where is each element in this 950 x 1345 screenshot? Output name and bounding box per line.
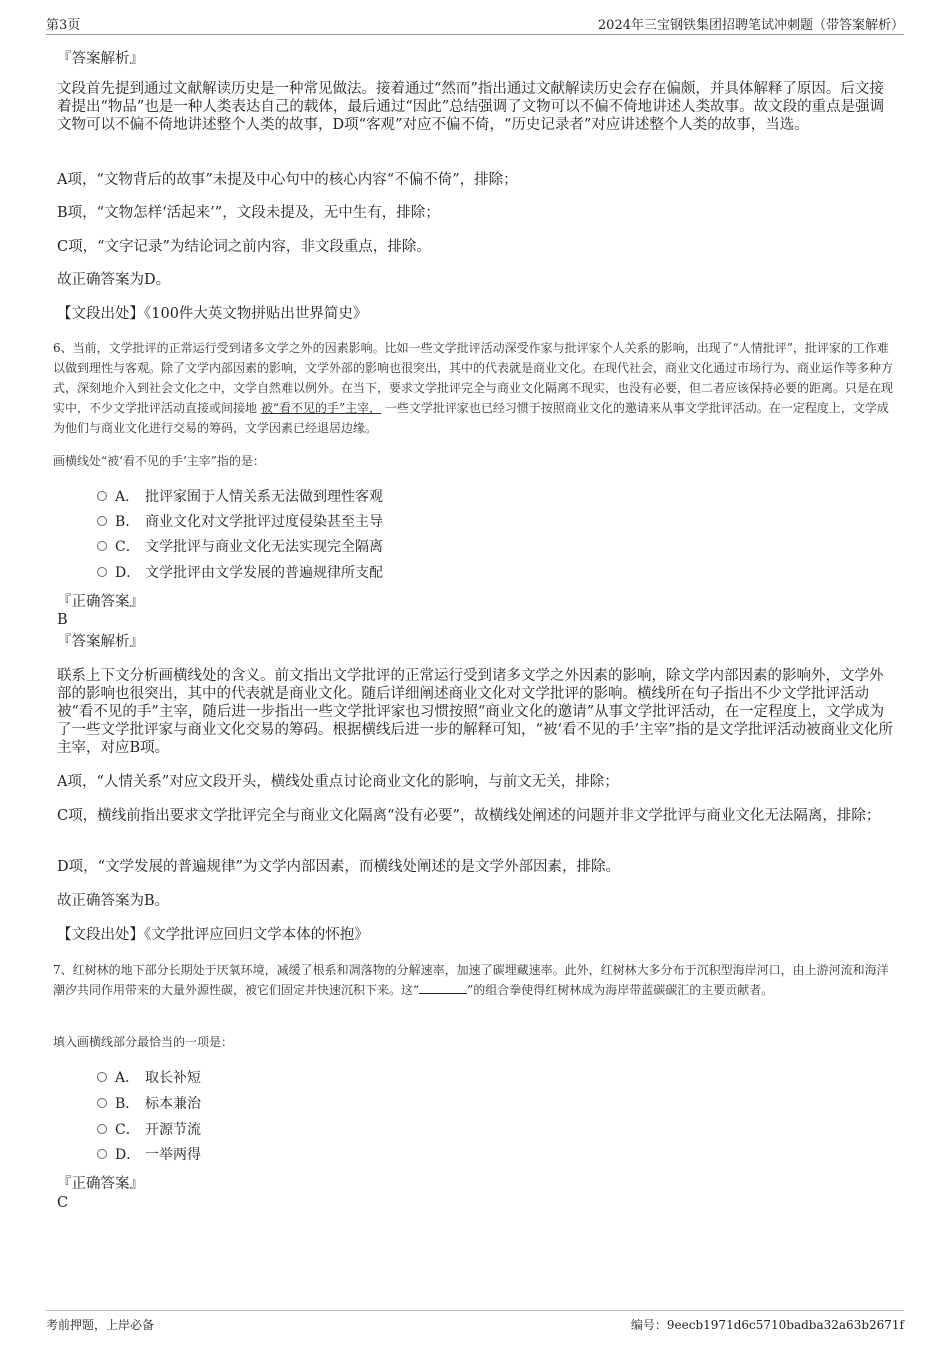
radio-icon[interactable] [97,516,107,526]
q7-option-b[interactable]: B． 标本兼治 [97,1094,201,1114]
q5-source: 【文段出处】《100件大英文物拼贴出世界简史》 [57,306,368,322]
q6-note-a: A项，“人情关系”对应文段开头，横线处重点讨论商业文化的影响，与前文无关，排除； [57,774,619,790]
q6-underlined-phrase: 被“看不见的手”主宰， [260,401,382,415]
q6-note-c: C项，横线前指出要求文学批评完全与商业文化隔离“没有必要”，故横线处阐述的问题并非文学批评与商业文化无法隔离，排除； [57,808,881,824]
q6-option-d[interactable]: D． 文学批评由文学发展的普遍规律所支配 [97,563,383,583]
q6-analysis-heading: 『答案解析』 [57,634,144,650]
q6-answer-heading: 『正确答案』 [57,594,144,610]
document-id: 编号：9eecb1971d6c5710badba32a63b2671f [630,1318,904,1332]
q6-prompt: 画横线处“被‘看不见的手’主宰”指的是： [53,454,265,468]
q6-option-a[interactable]: A． 批评家囿于人情关系无法做到理性客观 [97,487,383,507]
q7-answer-heading: 『正确答案』 [57,1176,144,1192]
q5-note-a: A项，“文物背后的故事”未提及中心句中的核心内容“不偏不倚”，排除； [57,172,518,188]
q6-answer: B [57,612,68,628]
radio-icon[interactable] [97,491,107,501]
radio-icon[interactable] [97,541,107,551]
q6-note-d: D项，“文学发展的普遍规律”为文学内部因素，而横线处阐述的是文学外部因素，排除。 [57,859,620,875]
q5-conclusion: 故正确答案为D。 [57,272,171,288]
q6-analysis-text: 联系上下文分析画横线处的含义。前文指出文学批评的正常运行受到诸多文学之外因素的影响，除文学内部因素的影响外，文学外部的影响也很突出，其中的代表就是商业文化。随后详细阐述商业文化对文学批评的影响。横线所在句子指出不少文学批评活动被“看不见的手”主宰，随后进一步指出一些文学批评家也习惯按照“商业文化的邀请”从事文学批评活动，在一定程度上，文学成为了一些文学批评家与商业文化交易的筹码。根据横线后进一步的解释可知，“被‘看不见的手’主宰”指的是文学批评活动被商业文化所主宰，对应B项。 [57,668,894,756]
q7-option-c[interactable]: C． 开源节流 [97,1120,201,1140]
radio-icon[interactable] [97,1124,107,1134]
q6-stem: 6、当前，文学批评的正常运行受到诸多文学之外的因素影响。比如一些文学批评活动深受作家与批评家个人关系的影响，出现了“人情批评”，批评家的工作难以做到理性与客观。除了文学内部因素的影响，文学外部的影响也很突出，其中的代表就是商业文化。在现代社会，商业文化通过市场行为、商业运作等多种方式，深刻地介入到社会文化之中，文学自然难以例外。在当下，要求文学批评完全与商业文化隔离不现实，也没有必要，但二者应该保持必要的距离。只是在现实中，不少文学批评活动直接或间接地 被“看不见的手”主宰， 一些文学批评家也已经习惯于按照商业文化的邀请来从事文学批评活动。在一定程度上，文学成为他们与商业文化进行交易的筹码，文学因素已经退居边缘。 [53,341,894,435]
q6-source: 【文段出处】《文学批评应回归文学本体的怀抱》 [57,927,369,943]
q5-note-b: B项，“文物怎样‘活起来’”，文段未提及，无中生有，排除； [57,205,440,221]
q5-analysis-text: 文段首先提到通过文献解读历史是一种常见做法。接着通过“然而”指出通过文献解读历史会存在偏颇，并具体解释了原因。后文接着提出“物品”也是一种人类表达自己的载体，最后通过“因此”总结强调了文物可以不偏不倚地讲述人类故事。故文段的重点是强调文物可以不偏不倚地讲述整个人类的故事，D项“客观”对应不偏不倚，“历史记录者”对应讲述整个人类的故事，当选。 [57,81,885,133]
page-number: 第3页 [46,18,81,33]
radio-icon[interactable] [97,1098,107,1108]
page-footer [46,1310,904,1335]
footer-slogan: 考前押题，上岸必备 [46,1318,155,1332]
q6-option-b[interactable]: B． 商业文化对文学批评过度侵染甚至主导 [97,512,383,532]
q7-prompt: 填入画横线部分最恰当的一项是： [53,1035,234,1049]
radio-icon[interactable] [97,567,107,577]
q7-stem: 7、红树林的地下部分长期处于厌氧环境，减缓了根系和凋落物的分解速率，加速了碳埋藏速率。此外，红树林大多分布于沉积型海岸河口，由上游河流和海洋潮汐共同作用带来的大量外源性碳，被它们固定并快速沉积下来。这“ ”的组合拳使得红树林成为海岸带蓝碳碳汇的主要贡献者。 [53,963,889,997]
q6-conclusion: 故正确答案为B。 [57,893,170,909]
q7-option-a[interactable]: A． 取长补短 [97,1068,201,1088]
radio-icon[interactable] [97,1149,107,1159]
page-header [46,12,904,35]
radio-icon[interactable] [97,1072,107,1082]
q7-blank [419,981,467,994]
document-title: 2024年三宝钢铁集团招聘笔试冲刺题（带答案解析） [597,18,904,33]
q7-option-d[interactable]: D． 一举两得 [97,1145,201,1165]
q5-note-c: C项，“文字记录”为结论词之前内容，非文段重点，排除。 [57,239,431,255]
q6-option-c[interactable]: C． 文学批评与商业文化无法实现完全隔离 [97,537,383,557]
q7-answer: C [57,1195,69,1211]
q5-analysis-heading: 『答案解析』 [57,51,144,67]
